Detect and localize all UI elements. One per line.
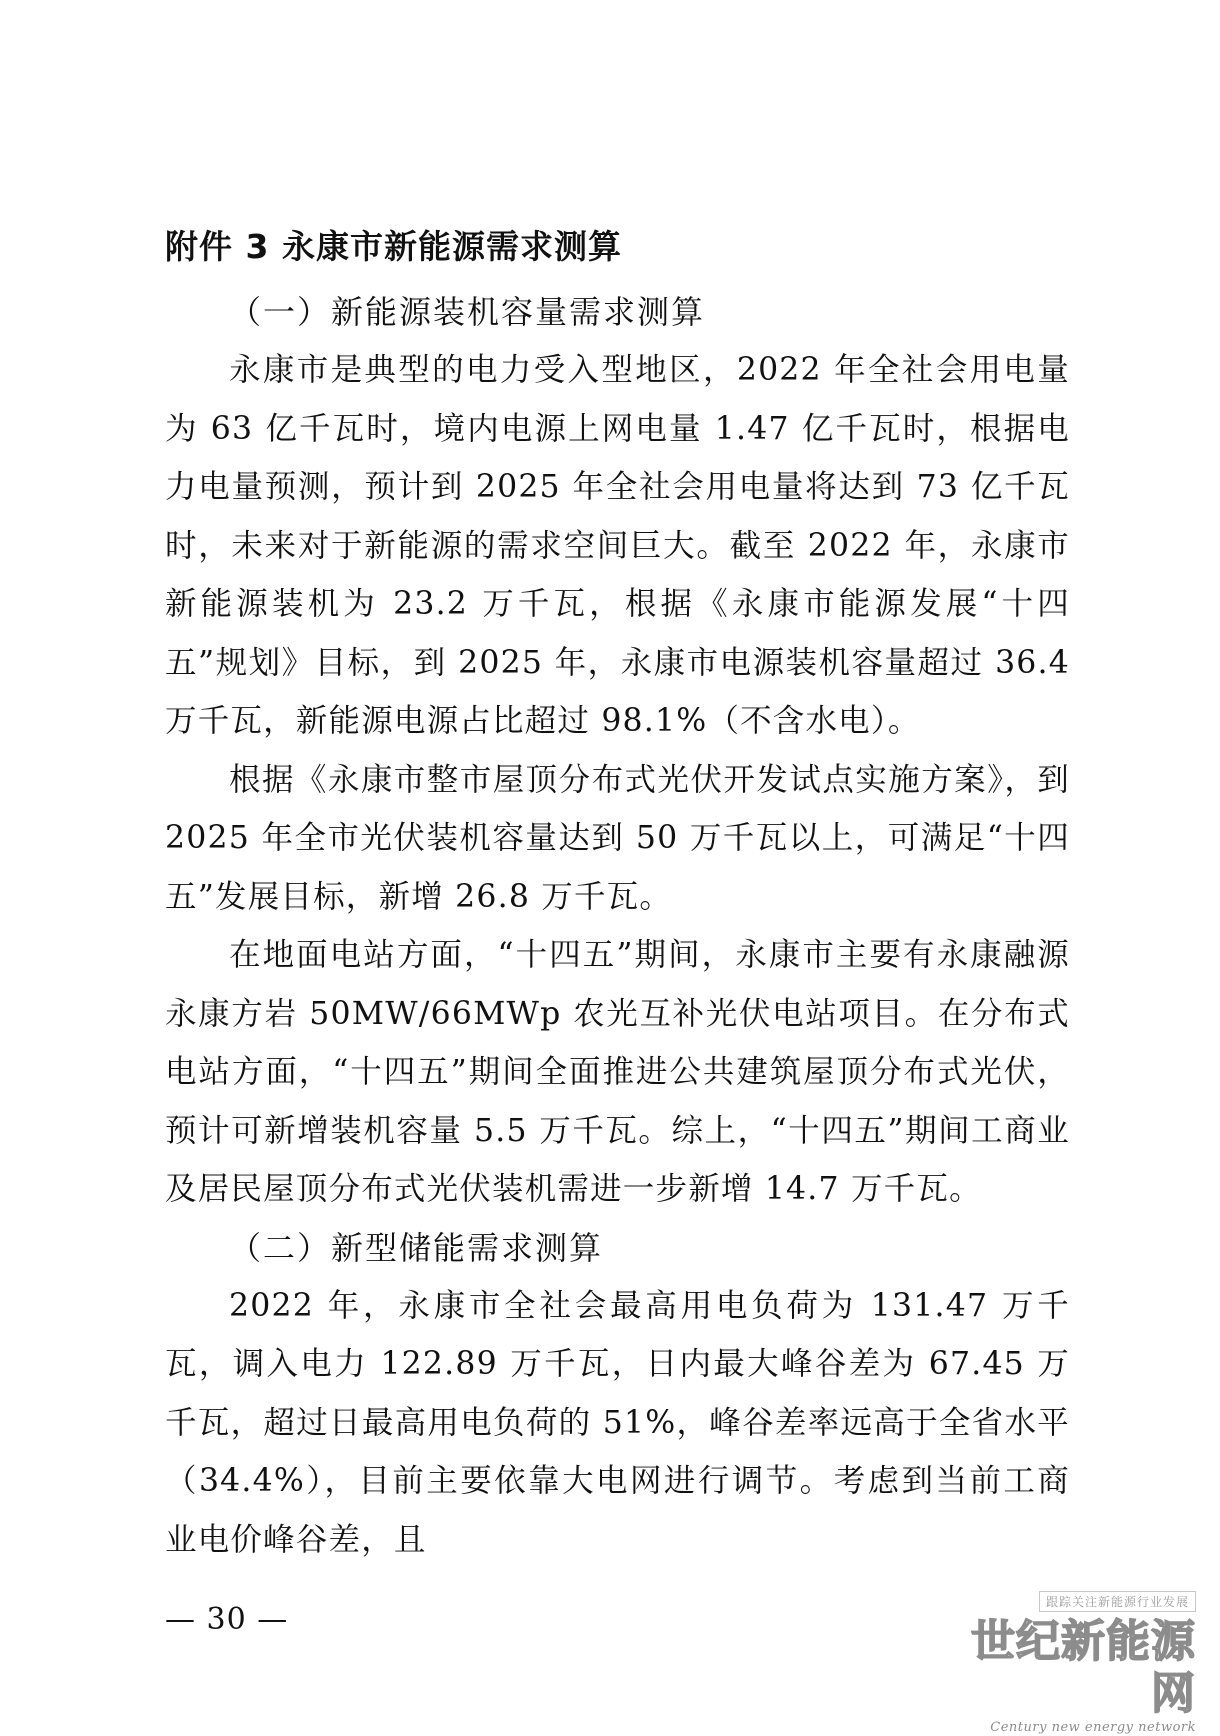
- section-1-paragraph-3: 在地面电站方面，“十四五”期间，永康市主要有永康融源永康方岩 50MW/66MWp 农光互补光伏电站项目。在分布式电站方面，“十四五”期间全面推进公共建筑屋顶分布式光伏，预计可新增装机容量 5.5 万千瓦。综上，“十四五”期间工商业及居民屋顶分布式光伏装机需进一步新增 14.7 万千瓦。: [165, 937, 1070, 1207]
- section-2: [165, 1219, 1070, 1570]
- watermark-logo: [956, 1591, 1196, 1735]
- watermark-slogan: 跟踪关注新能源行业发展: [1039, 1591, 1196, 1612]
- watermark-subtitle: Century new energy network: [990, 1720, 1196, 1735]
- section-1-paragraph-1: 永康市是典型的电力受入型地区，2022 年全社会用电量为 63 亿千瓦时，境内电源上网电量 1.47 亿千瓦时，根据电力电量预测，预计到 2025 年全社会用电量将达到 73 亿千瓦时，未来对于新能源的需求空间巨大。截至 2022 年，永康市新能源装机为 23.2 万千瓦，根据《永康市能源发展“十四五”规划》目标，到 2025 年，永康市电源装机容量超过 36.4 万千瓦，新能源电源占比超过 98.1%（不含水电）。: [165, 352, 1070, 739]
- section-2-paragraph-1: 2022 年，永康市全社会最高用电负荷为 131.47 万千瓦，调入电力 122.89 万千瓦，日内最大峰谷差为 67.45 万千瓦，超过日最高用电负荷的 51%，峰谷差率远高于全省水平（34.4%），目前主要依靠大电网进行调节。考虑到当前工商业电价峰谷差，且: [165, 1287, 1070, 1558]
- attachment-title: 附件 3 永康市新能源需求测算: [165, 227, 622, 266]
- section-2-heading: （二）新型储能需求测算: [229, 1228, 604, 1267]
- section-1: [165, 283, 1070, 1219]
- section-1-heading: （一）新能源装机容量需求测算: [229, 293, 706, 331]
- watermark-name: 世纪新能源网: [971, 1616, 1196, 1719]
- section-1-paragraph-2: 根据《永康市整市屋顶分布式光伏开发试点实施方案》，到 2025 年全市光伏装机容量达到 50 万千瓦以上，可满足“十四五”发展目标，新增 26.8 万千瓦。: [165, 761, 1070, 915]
- document-body: [165, 225, 1070, 1569]
- page-number: — 30 —: [165, 1602, 289, 1637]
